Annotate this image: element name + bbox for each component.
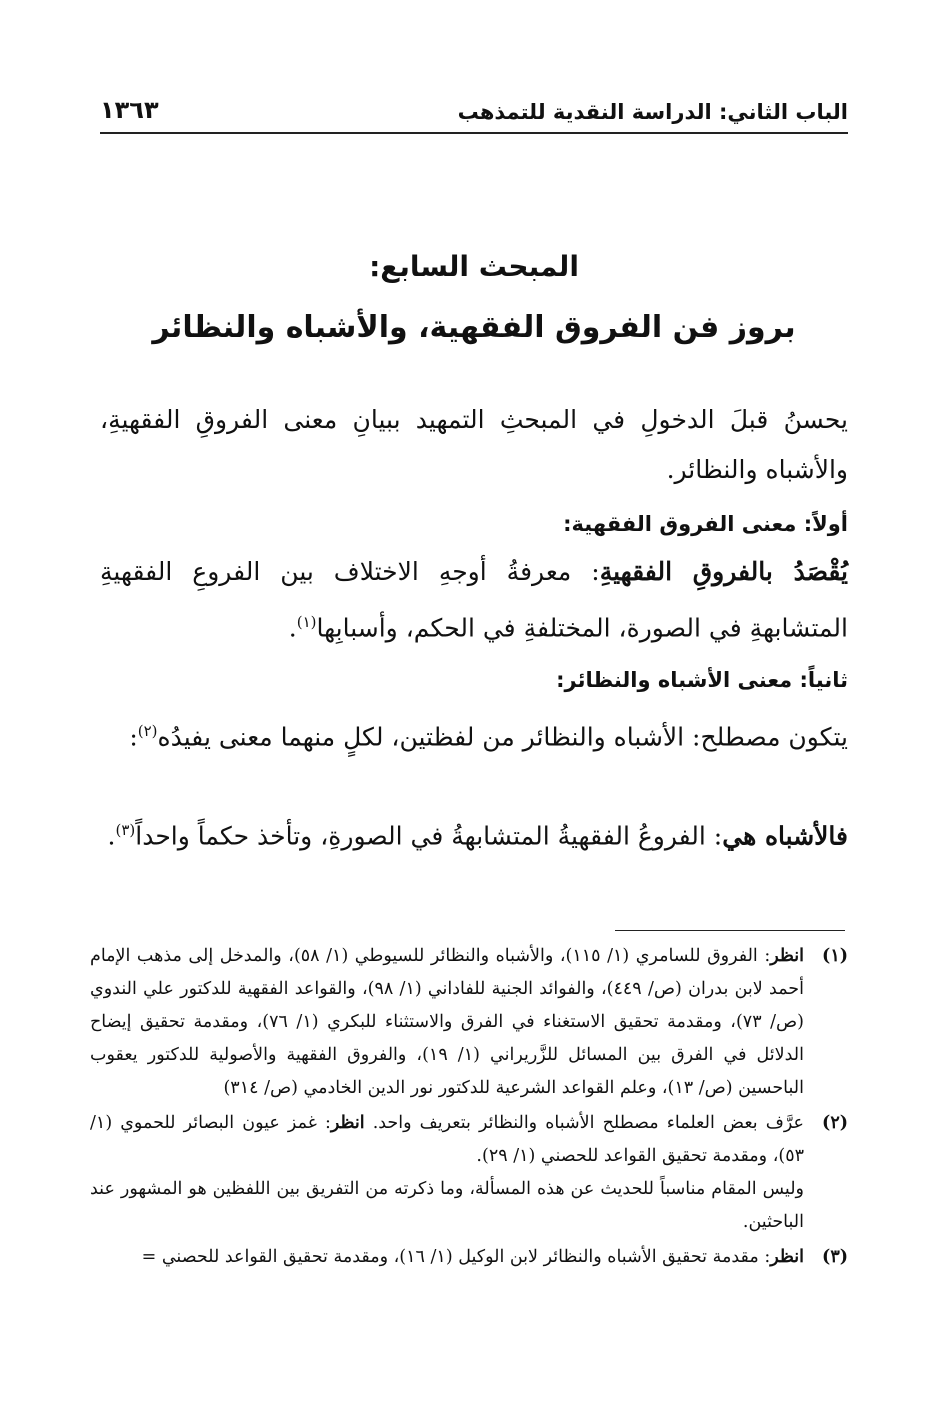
- footnote-number: (٣): [822, 1247, 848, 1267]
- third-end: .: [107, 821, 116, 851]
- first-end: .: [288, 613, 297, 643]
- header-title: الباب الثاني: الدراسة النقدية للتمذهب: [457, 100, 848, 124]
- heading-second: ثانياً: معنى الأشباه والنظائر:: [556, 668, 848, 692]
- first-paragraph: [100, 547, 848, 653]
- footnote-2: [90, 1107, 848, 1239]
- second-paragraph: [100, 706, 848, 762]
- footnote-lead: انظر: [330, 1113, 365, 1133]
- footnote-lead: انظر: [770, 946, 804, 966]
- heading-first: أولاً: معنى الفروق الفقهية:: [563, 512, 848, 536]
- section-label: المبحث السابع:: [369, 250, 579, 283]
- footnotes: [90, 940, 848, 1276]
- footnote-number: (٢): [822, 1113, 848, 1133]
- footnote-number: (١): [822, 946, 848, 966]
- section-title: بروز فن الفروق الفقهية، والأشباه والنظائر: [152, 310, 796, 345]
- footnote-paragraph: وليس المقام مناسباً للحديث عن هذه المسألة، وما ذكرته من التفريق بين اللفظين هو المشهور عند الباحثين.: [90, 1179, 804, 1232]
- third-paragraph: [100, 805, 848, 861]
- first-text: : معرفةُ أوجهِ الاختلاف بين الفروعِ الفقهيةِ المتشابهةِ في الصورة، المختلفةِ في الحكم، وأسبابِها: [100, 557, 848, 643]
- page-number: ١٣٦٣: [100, 96, 159, 124]
- first-ref: (١): [296, 613, 317, 631]
- second-text: يتكون مصطلح: الأشباه والنظائر من لفظتين، لكلٍ منهما معنى يفيدُه: [157, 722, 848, 752]
- footnote-text: : مقدمة تحقيق الأشباه والنظائر لابن الوكيل (١/ ١٦)، ومقدمة تحقيق القواعد للحصني =: [141, 1247, 771, 1267]
- intro-paragraph: يحسنُ قبلَ الدخولِ في المبحثِ التمهيد ببيانِ معنى الفروقِ الفقهيةِ، والأشباه والنظائر.: [100, 405, 848, 484]
- footnote-text-a: عرَّف بعض العلماء مصطلح الأشباه والنظائر بتعريف واحد.: [364, 1113, 804, 1133]
- second-ref: (٢): [137, 722, 158, 740]
- third-text: : الفروعُ الفقهيةُ المتشابهةُ في الصورةِ، وتأخذ حكماً واحداً: [135, 821, 723, 851]
- third-ref: (٣): [115, 821, 136, 839]
- running-header: [100, 92, 848, 134]
- footnote-separator: [615, 930, 845, 931]
- footnote-1: [90, 940, 848, 1105]
- footnote-text: : الفروق للسامري (١/ ١١٥)، والأشباه والنظائر للسيوطي (١/ ٥٨)، والمدخل إلى مذهب الإمام أحمد لابن بدران (ص/ ٤٤٩)، والفوائد الجنية للفاداني (١/ ٩٨)، والقواعد الفقهية للدكتور علي الندوي (ص/ ٧٣)، ومقدمة تحقيق الاستغناء في الفرق والاستثناء للبكري (١/ ٧٦)، ومقدمة تحقيق إيضاح الدلائل في الفرق بين المسائل للزَّريراني (١/ ١٩)، والفروق الفقهية والأصولية للدكتور يعقوب الباحسين (ص/ ١٣)، وعلم القواعد الشرعية للدكتور نور الدين الخادمي (ص/ ٣١٤): [90, 946, 805, 1098]
- footnote-3: [90, 1241, 848, 1274]
- first-lead: يُقْصَدُ بالفروقِ الفقهيةِ: [599, 557, 849, 586]
- third-lead: فالأشباه هي: [722, 821, 848, 851]
- footnote-lead: انظر: [770, 1247, 804, 1267]
- second-end: :: [129, 722, 138, 752]
- footnote-text-b: : غمز عيون البصائر للحموي (١/ ٥٣)، ومقدمة تحقيق القواعد للحصني (١/ ٢٩).: [90, 1113, 804, 1166]
